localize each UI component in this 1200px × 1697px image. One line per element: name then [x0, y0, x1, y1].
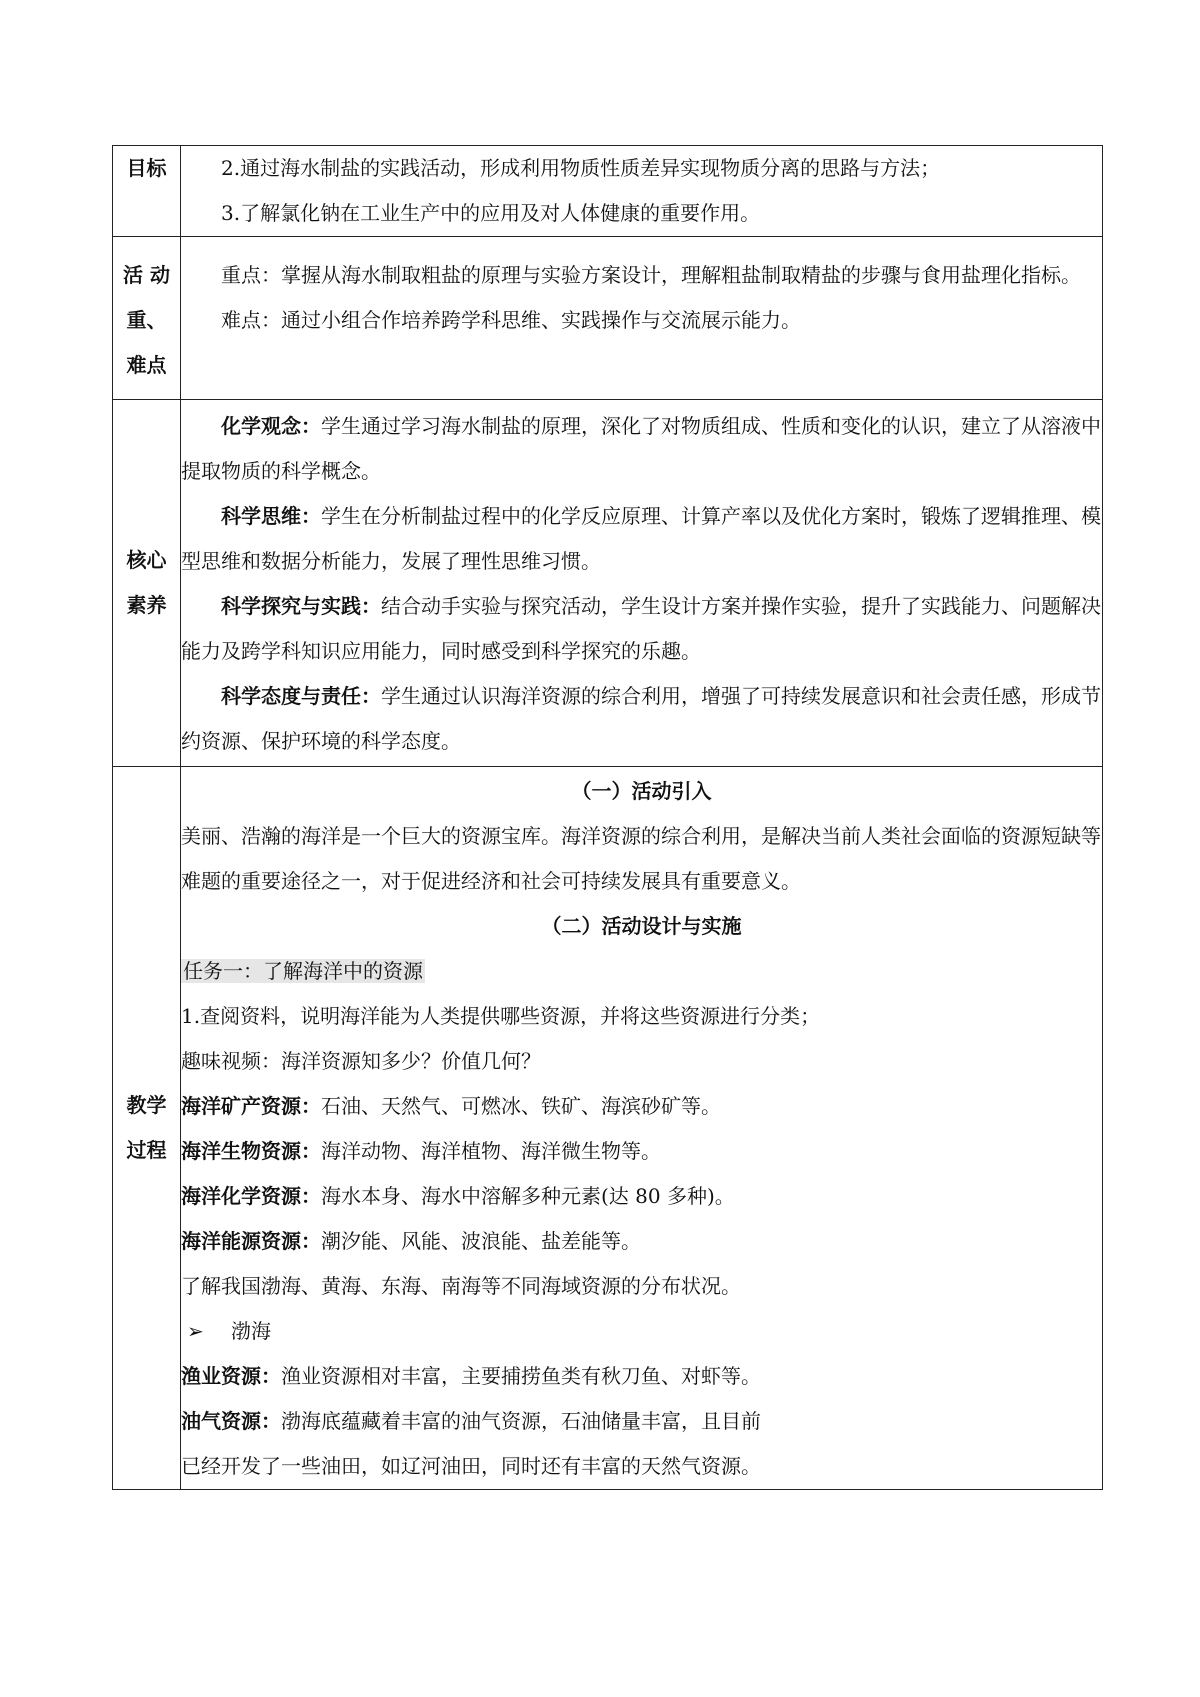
goal-line-3: 3.了解氯化钠在工业生产中的应用及对人体健康的重要作用。 — [221, 201, 761, 225]
label-key-difficult — [113, 237, 181, 400]
task1-heading: 任务一：了解海洋中的资源 — [183, 959, 423, 983]
fishery-line — [181, 1354, 1102, 1399]
bullet-bohai — [181, 1309, 1102, 1354]
video-line: 趣味视频：海洋资源知多少？价值几何？ — [181, 1049, 541, 1073]
label-line: 活 动 — [123, 263, 170, 287]
literacy-text: 学生通过认识海洋资源的综合利用，增强了可持续发展意识和社会责任感，形成节约资源、保护环境的科学态度。 — [181, 684, 1101, 753]
label-goals — [113, 146, 181, 237]
section-title-design: （二）活动设计与实施 — [541, 914, 742, 938]
row-teaching-process — [113, 767, 1103, 1490]
label-teaching-process — [113, 767, 181, 1490]
label-line: 核心 — [126, 548, 167, 572]
resource-text: 海洋动物、海洋植物、海洋微生物等。 — [321, 1139, 661, 1163]
label-line: 素养 — [126, 593, 167, 617]
intro-paragraph: 美丽、浩瀚的海洋是一个巨大的资源宝库。海洋资源的综合利用，是解决当前人类社会面临的资源短缺等难题的重要途径之一，对于促进经济和社会可持续发展具有重要意义。 — [181, 824, 1101, 893]
literacy-head: 化学观念： — [221, 414, 321, 438]
resource-head: 海洋能源资源： — [181, 1229, 321, 1253]
goals-content — [181, 146, 1103, 237]
oil-line — [181, 1399, 1102, 1444]
oil-text: 渤海底蕴藏着丰富的油气资源，石油储量丰富，且目前 — [281, 1409, 761, 1433]
arrow-bullet-icon: ➢ — [187, 1319, 204, 1343]
literacy-text: 学生在分析制盐过程中的化学反应原理、计算产率以及优化方案时，锻炼了逻辑推理、模型思维和数据分析能力，发展了理性思维习惯。 — [181, 504, 1101, 573]
label-text: 目标 — [126, 156, 167, 180]
task1-item1: 1.查阅资料，说明海洋能为人类提供哪些资源，并将这些资源进行分类； — [181, 1004, 821, 1028]
label-line: 重、 — [126, 308, 167, 332]
teaching-process-content — [181, 767, 1103, 1490]
literacy-text: 学生通过学习海水制盐的原理，深化了对物质组成、性质和变化的认识，建立了从溶液中提取物质的科学概念。 — [181, 414, 1101, 483]
literacy-head: 科学态度与责任： — [221, 684, 381, 708]
resource-item — [181, 1084, 1102, 1129]
oil-head: 油气资源： — [181, 1409, 281, 1433]
literacy-item — [181, 404, 1102, 494]
label-line: 教学 — [126, 1093, 167, 1117]
goal-line-2: 2.通过海水制盐的实践活动，形成利用物质性质差异实现物质分离的思路与方法； — [221, 156, 941, 180]
resource-text: 海水本身、海水中溶解多种元素(达 80 多种)。 — [321, 1184, 735, 1208]
resource-item — [181, 1174, 1102, 1219]
lesson-plan-table — [112, 145, 1103, 1490]
row-core-literacy — [113, 400, 1103, 767]
label-core-literacy — [113, 400, 181, 767]
literacy-text: 结合动手实验与探究活动，学生设计方案并操作实验，提升了实践能力、问题解决能力及跨学科知识应用能力，同时感受到科学探究的乐趣。 — [181, 594, 1101, 663]
label-line: 难点 — [126, 353, 167, 377]
resource-item — [181, 1129, 1102, 1174]
key-point-text: 重点：掌握从海水制取粗盐的原理与实验方案设计，理解粗盐制取精盐的步骤与食用盐理化指标。 — [221, 263, 1081, 287]
key-difficult-content — [181, 237, 1103, 400]
resource-text: 潮汐能、风能、波浪能、盐差能等。 — [321, 1229, 641, 1253]
resource-head: 海洋化学资源： — [181, 1184, 321, 1208]
difficulty-text: 难点：通过小组合作培养跨学科思维、实践操作与交流展示能力。 — [221, 308, 801, 332]
fishery-head: 渔业资源： — [181, 1364, 281, 1388]
label-line: 过程 — [126, 1138, 167, 1162]
resource-item — [181, 1219, 1102, 1264]
section-title-intro: （一）活动引入 — [571, 779, 712, 803]
distribution-line: 了解我国渤海、黄海、东海、南海等不同海域资源的分布状况。 — [181, 1274, 741, 1298]
literacy-item — [181, 674, 1102, 764]
resource-head: 海洋矿产资源： — [181, 1094, 321, 1118]
literacy-head: 科学探究与实践： — [221, 594, 381, 618]
task-line — [181, 949, 1102, 994]
resource-head: 海洋生物资源： — [181, 1139, 321, 1163]
literacy-item — [181, 494, 1102, 584]
bullet-label: 渤海 — [231, 1319, 271, 1343]
literacy-head: 科学思维： — [221, 504, 321, 528]
row-key-difficult — [113, 237, 1103, 400]
core-literacy-content — [181, 400, 1103, 767]
row-goals — [113, 146, 1103, 237]
oil-line-2: 已经开发了一些油田，如辽河油田，同时还有丰富的天然气资源。 — [181, 1454, 761, 1478]
fishery-text: 渔业资源相对丰富，主要捕捞鱼类有秋刀鱼、对虾等。 — [281, 1364, 761, 1388]
resource-text: 石油、天然气、可燃冰、铁矿、海滨砂矿等。 — [321, 1094, 721, 1118]
literacy-item — [181, 584, 1102, 674]
